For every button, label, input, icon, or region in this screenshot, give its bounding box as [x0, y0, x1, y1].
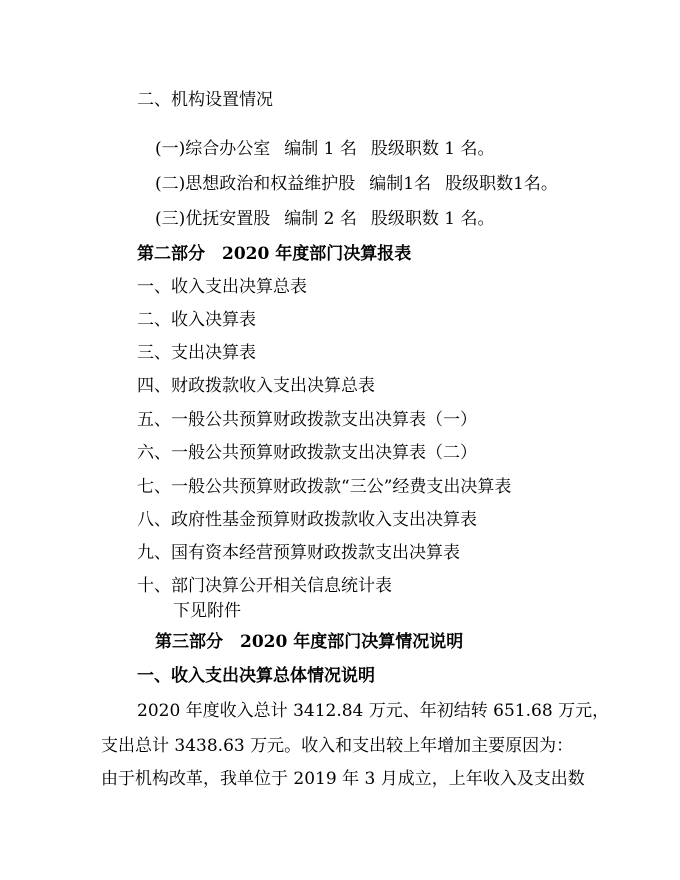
- part-title: 第二部分 2020 年度部门决算报表: [137, 244, 412, 264]
- report-list-item: 五、一般公共预算财政拨款支出决算表（一）: [137, 410, 477, 430]
- org-item-name: (一)综合办公室: [155, 139, 271, 159]
- org-item-staff: 编制1名: [369, 174, 432, 194]
- paragraph-line: 2020 年度收入总计 3412.84 万元、年初结转 651.68 万元，: [137, 701, 610, 721]
- report-list-item: 八、政府性基金预算财政拨款收入支出决算表: [137, 510, 477, 530]
- org-item-post: 股级职数 1 名。: [370, 139, 495, 159]
- section-heading: 二、机构设置情况: [137, 90, 273, 110]
- report-list-item: 四、财政拨款收入支出决算总表: [137, 376, 375, 396]
- report-list-item: 六、一般公共预算财政拨款支出决算表（二）: [137, 443, 477, 463]
- report-list-item: 七、一般公共预算财政拨款“三公”经费支出决算表: [137, 477, 512, 497]
- org-item-post: 股级职数 1 名。: [370, 209, 495, 229]
- section-subheading: 一、收入支出决算总体情况说明: [137, 666, 375, 686]
- part-title: 第三部分 2020 年度部门决算情况说明: [155, 632, 464, 652]
- report-list-item: 九、国有资本经营预算财政拨款支出决算表: [137, 543, 460, 563]
- org-item: [155, 138, 495, 160]
- org-item-staff: 编制 1 名: [284, 139, 357, 159]
- paragraph-line: 支出总计 3438.63 万元。收入和支出较上年增加主要原因为：: [101, 736, 574, 756]
- report-list-item: 三、支出决算表: [137, 343, 256, 363]
- org-item: [155, 173, 558, 195]
- paragraph-line: 由于机构改革，我单位于 2019 年 3 月成立，上年收入及支出数: [101, 769, 585, 789]
- report-list-item: 二、收入决算表: [137, 310, 256, 330]
- org-item-post: 股级职数1名。: [445, 174, 558, 194]
- org-item-name: (二)思想政治和权益维护股: [155, 174, 356, 194]
- org-item: [155, 208, 495, 230]
- org-item-staff: 编制 2 名: [284, 209, 357, 229]
- report-list-item: 一、收入支出决算总表: [137, 277, 307, 297]
- attachment-note: 下见附件: [173, 601, 241, 621]
- report-list-item: 十、部门决算公开相关信息统计表: [137, 576, 392, 596]
- org-item-name: (三)优抚安置股: [155, 209, 271, 229]
